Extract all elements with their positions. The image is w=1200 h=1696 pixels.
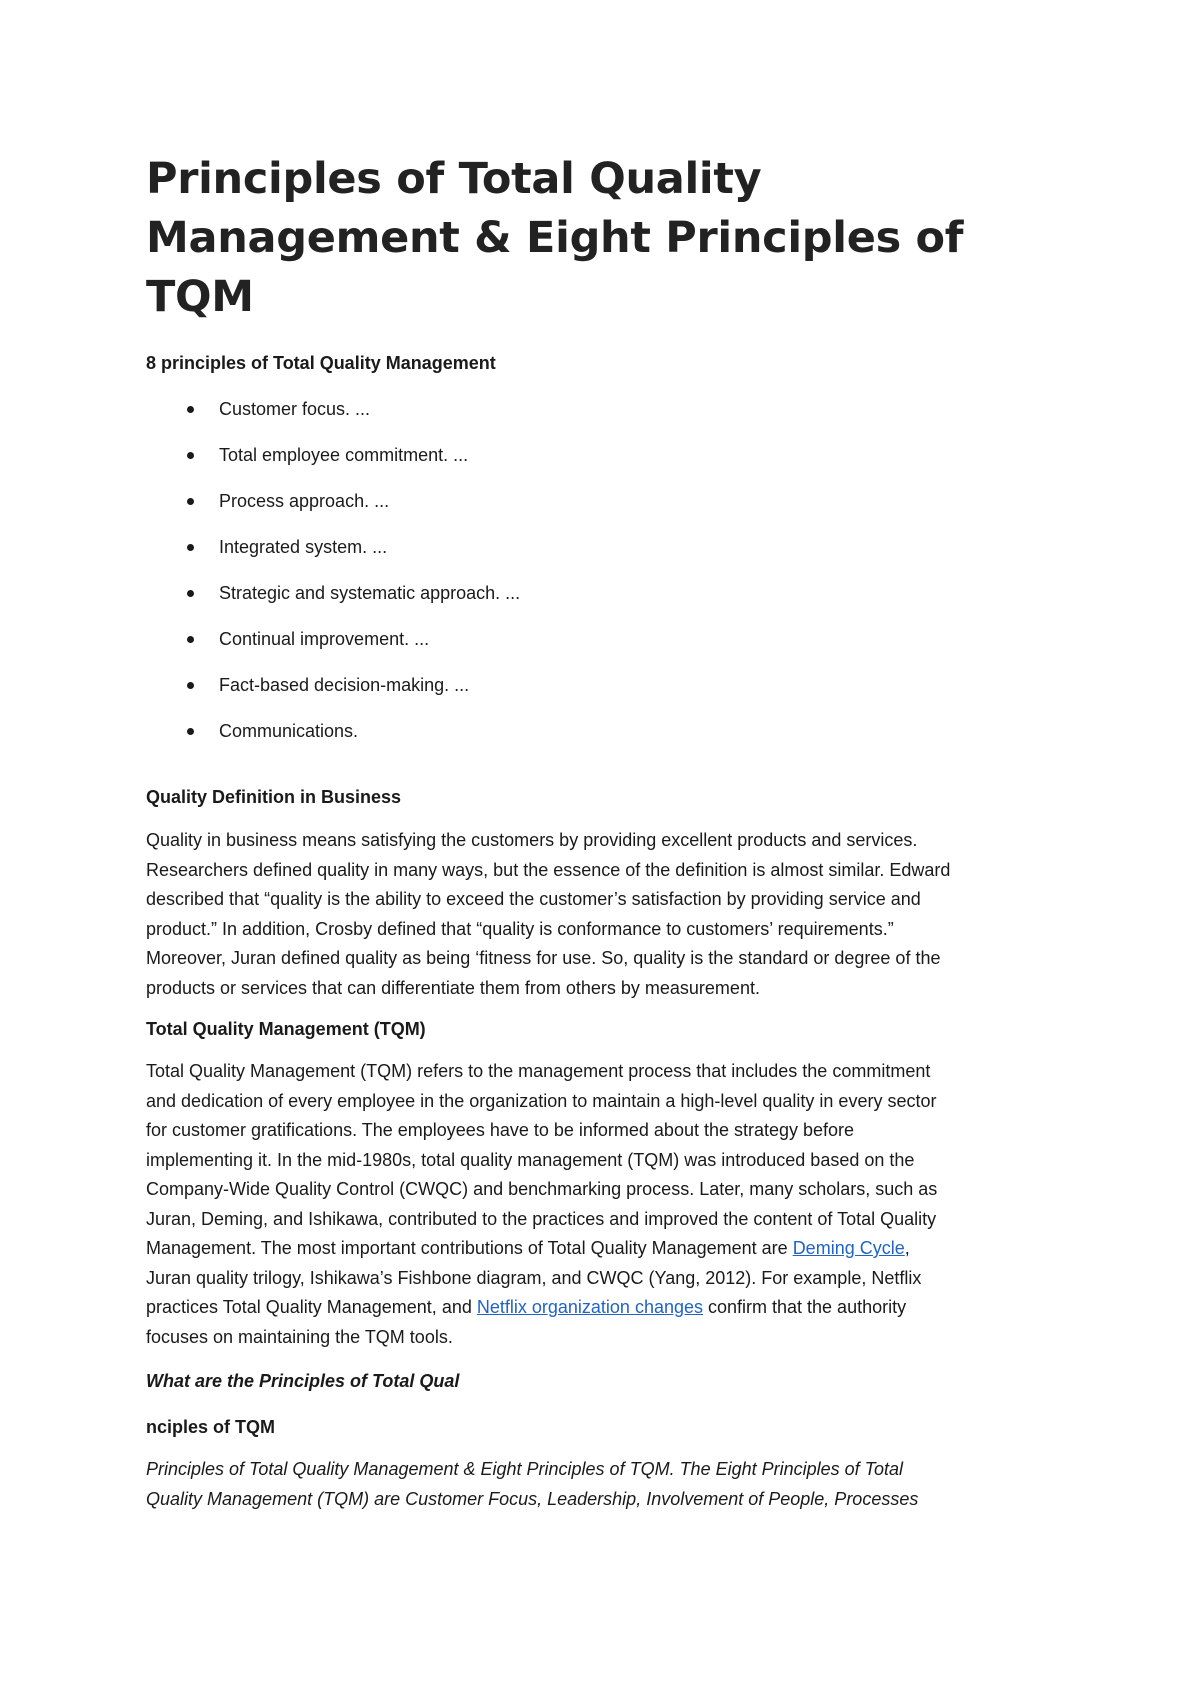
principles-question-heading: What are the Principles of Total Qual xyxy=(146,1371,460,1391)
list-item xyxy=(146,581,1066,605)
list-item-text: Communications. xyxy=(219,721,359,741)
tqm-paragraph xyxy=(146,1057,1066,1352)
paragraph-line: Quality Management (TQM) are Customer Focus, Leadership, Involvement of People, Processes xyxy=(146,1488,919,1509)
list-item xyxy=(146,535,1066,559)
paragraph-line: and dedication of every employee in the organization to maintain a high-level quality in every sector xyxy=(146,1090,937,1111)
paragraph-line: Company-Wide Quality Control (CWQC) and benchmarking process. Later, many scholars, such as xyxy=(146,1179,938,1199)
list-item-text: Customer focus. ... xyxy=(219,399,371,419)
paragraph-line: Researchers defined quality in many ways, but the essence of the definition is almost similar. Edward xyxy=(146,859,951,880)
deming-cycle-link[interactable]: Deming Cycle xyxy=(792,1238,905,1258)
list-item xyxy=(146,397,1066,421)
paragraph-line: implementing it. In the mid-1980s, total quality management (TQM) was introduced based on the xyxy=(146,1149,915,1170)
paragraph-line: described that “quality is the ability to exceed the customer’s satisfaction by providing service and xyxy=(146,889,921,909)
quality-definition-heading: Quality Definition in Business xyxy=(146,787,402,807)
list-item-text: Integrated system. ... xyxy=(219,537,388,557)
list-item-text: Strategic and systematic approach. ... xyxy=(219,583,521,603)
line-text: Management. The most important contributions of Total Quality Management are xyxy=(146,1238,793,1258)
bullet-icon xyxy=(187,636,194,643)
title-line-3: TQM xyxy=(146,272,254,322)
list-item xyxy=(146,627,1066,651)
document-page xyxy=(146,150,1066,1514)
paragraph-line: Total Quality Management (TQM) refers to the management process that includes the commitment xyxy=(146,1061,931,1081)
bullet-icon xyxy=(187,590,194,597)
list-item-text: Process approach. ... xyxy=(219,491,390,511)
paragraph-line: Juran, Deming, and Ishikawa, contributed to the practices and improved the content of Total Quality xyxy=(146,1208,937,1229)
title-line-2: Management & Eight Principles of xyxy=(146,213,964,263)
list-item-text: Continual improvement. ... xyxy=(219,629,430,649)
page-title xyxy=(146,150,1066,327)
paragraph-line: Principles of Total Quality Management & Eight Principles of TQM. The Eight Principles of Total xyxy=(146,1459,904,1479)
paragraph-line: focuses on maintaining the TQM tools. xyxy=(146,1326,453,1347)
list-item-text: Total employee commitment. ... xyxy=(219,445,469,465)
paragraph-line: Quality in business means satisfying the customers by providing excellent products and services. xyxy=(146,830,918,850)
bullet-icon xyxy=(187,452,194,459)
line-text: practices Total Quality Management, and xyxy=(146,1297,477,1317)
paragraph-line: for customer gratifications. The employees have to be informed about the strategy before xyxy=(146,1120,855,1140)
bullet-icon xyxy=(187,406,194,413)
paragraph-line: product.” In addition, Crosby defined that “quality is conformance to customers’ requirements.” xyxy=(146,918,894,939)
bullet-icon xyxy=(187,498,194,505)
closing-paragraph xyxy=(146,1455,1066,1514)
netflix-organization-changes-link[interactable]: Netflix organization changes xyxy=(476,1297,703,1317)
principles-fragment-heading: nciples of TQM xyxy=(146,1417,276,1437)
list-item xyxy=(146,489,1066,513)
list-item xyxy=(146,443,1066,467)
bullet-icon xyxy=(187,728,194,735)
list-item xyxy=(146,673,1066,697)
title-line-1: Principles of Total Quality xyxy=(146,154,762,204)
list-item xyxy=(146,719,1066,743)
line-text: , xyxy=(904,1238,910,1258)
paragraph-line xyxy=(146,1293,1066,1323)
paragraph-line: Moreover, Juran defined quality as being ‘fitness for use. So, quality is the standard or degree of the xyxy=(146,948,941,968)
bullet-icon xyxy=(187,682,194,689)
paragraph-line: Juran quality trilogy, Ishikawa’s Fishbone diagram, and CWQC (Yang, 2012). For example, Netflix xyxy=(146,1267,922,1288)
principles-list xyxy=(146,397,1066,743)
paragraph-line: products or services that can differentiate them from others by measurement. xyxy=(146,977,760,998)
bullet-icon xyxy=(187,544,194,551)
line-text: confirm that the authority xyxy=(703,1297,907,1317)
quality-definition-paragraph xyxy=(146,826,1066,1003)
tqm-heading: Total Quality Management (TQM) xyxy=(146,1019,426,1039)
list-item-text: Fact-based decision-making. ... xyxy=(219,675,470,695)
paragraph-line xyxy=(146,1234,1066,1264)
principles-subtitle: 8 principles of Total Quality Management xyxy=(146,353,496,373)
